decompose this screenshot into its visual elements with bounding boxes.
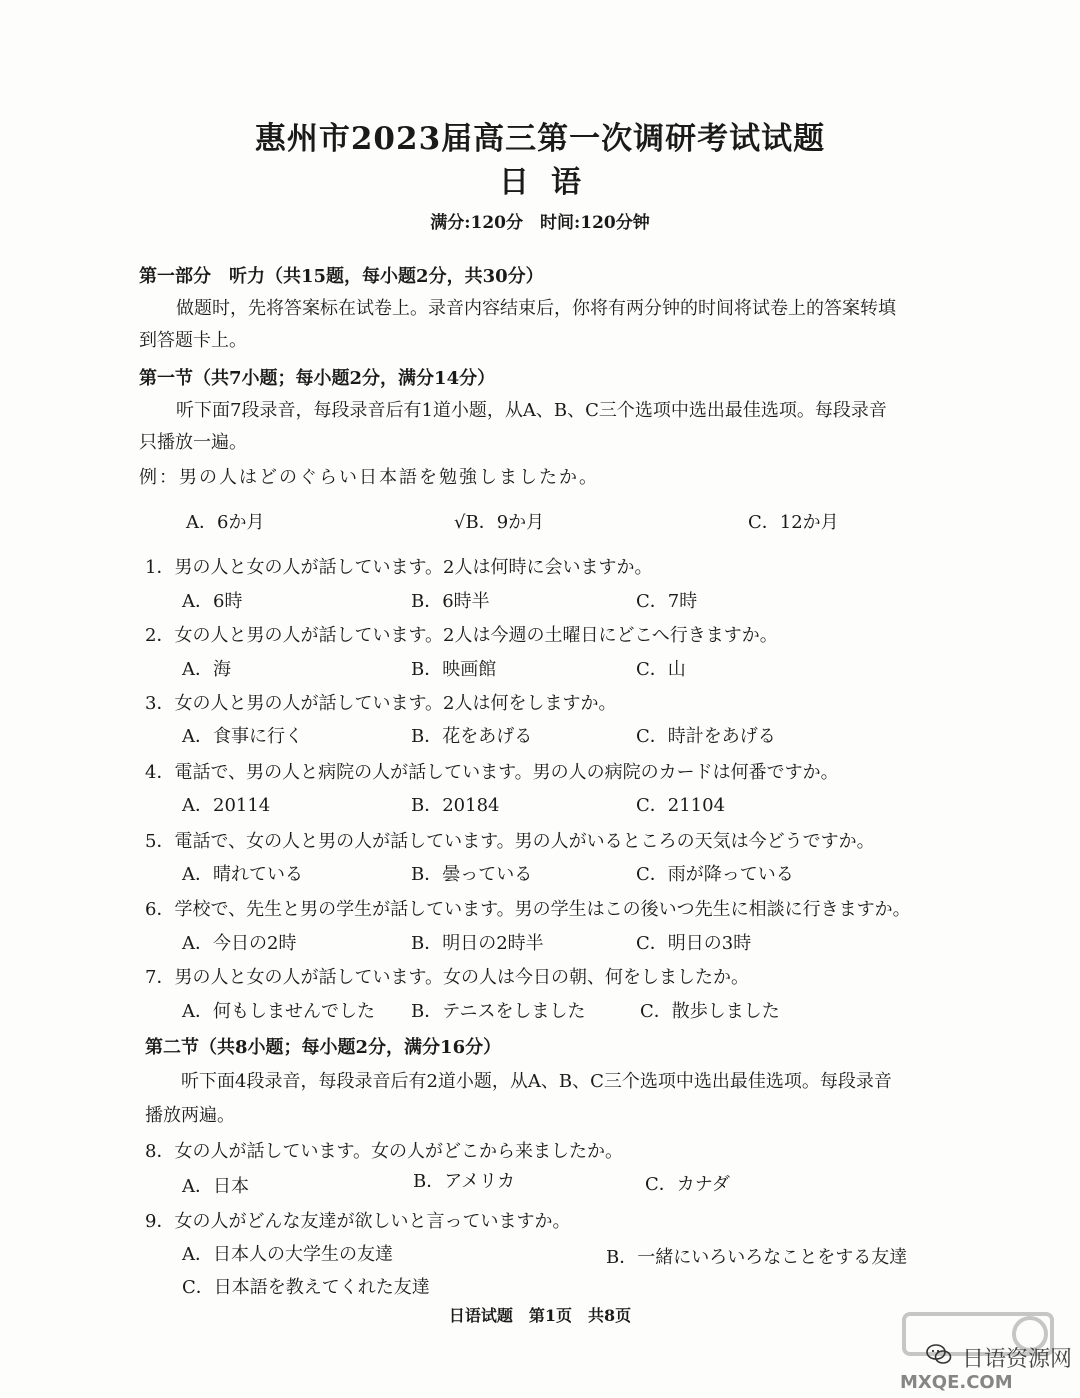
question-1: 1．男の人と女の人が話しています。2人は何時に会いますか。	[145, 557, 653, 578]
question-7-option-c: C．散歩しました	[640, 1001, 780, 1022]
section1-instruction-cont: 只播放一遍。	[139, 432, 247, 453]
question-5-option-a: A．晴れている	[182, 864, 303, 885]
question-3-option-c: C．時計をあげる	[636, 726, 776, 747]
example-option-b: √B．9か月	[454, 512, 545, 533]
section2-instruction: 听下面4段录音，每段录音后有2道小题，从A、B、C三个选项中选出最佳选项。每段录音	[181, 1071, 892, 1092]
question-3-option-a: A．食事に行く	[182, 726, 303, 747]
question-7-option-a: A．何もしませんでした	[182, 1001, 375, 1022]
part1-heading: 第一部分 听力（共15题，每小题2分，共30分）	[139, 266, 544, 287]
question-5: 5．電話で、女の人と男の人が話しています。男の人がいるところの天気は今どうですか。	[145, 831, 875, 852]
watermark-site: MXQE.COM	[900, 1372, 1013, 1393]
question-4: 4．電話で、男の人と病院の人が話しています。男の人の病院のカードは何番ですか。	[145, 762, 839, 783]
watermark-account: 日语资源网	[962, 1347, 1073, 1372]
question-2-option-a: A．海	[182, 659, 231, 680]
page-footer: 日语试题 第1页 共8页	[448, 1306, 632, 1325]
question-9-option-a: A．日本人の大学生の友達	[182, 1244, 393, 1265]
question-6: 6．学校で、先生と男の学生が話しています。男の学生はこの後いつ先生に相談に行きますか。	[145, 899, 911, 920]
question-4-option-c: C．21104	[636, 795, 726, 816]
question-6-option-b: B．明日の2時半	[411, 933, 544, 954]
exam-subject: 日语	[499, 165, 603, 200]
section1-heading: 第一节（共7小题；每小题2分，满分14分）	[139, 368, 496, 389]
question-7-option-b: B．テニスをしました	[411, 1001, 586, 1022]
question-3: 3．女の人と男の人が話しています。2人は何をしますか。	[145, 693, 617, 714]
part1-instruction: 做题时，先将答案标在试卷上。录音内容结束后，你将有两分钟的时间将试卷上的答案转填	[176, 298, 896, 319]
section2-heading: 第二节（共8小题；每小题2分，满分16分）	[145, 1037, 502, 1058]
question-6-option-a: A．今日の2時	[182, 933, 297, 954]
question-6-option-c: C．明日の3時	[636, 933, 752, 954]
question-1-option-a: A．6時	[182, 591, 243, 612]
question-4-option-b: B．20184	[411, 795, 500, 816]
question-5-option-b: B．曇っている	[411, 864, 533, 885]
question-5-option-c: C．雨が降っている	[636, 864, 794, 885]
score-time: 满分:120分 时间:120分钟	[430, 213, 650, 233]
question-2-option-c: C．山	[636, 659, 686, 680]
question-8-option-c: C．カナダ	[645, 1174, 730, 1195]
section1-instruction: 听下面7段录音，每段录音后有1道小题，从A、B、C三个选项中选出最佳选项。每段录音	[176, 400, 887, 421]
example-option-a: A．6か月	[186, 512, 265, 533]
question-9-option-c: C．日本語を教えてくれた友達	[182, 1277, 430, 1298]
section2-instruction-cont: 播放两遍。	[145, 1105, 235, 1126]
question-1-option-c: C．7時	[636, 591, 698, 612]
example-question: 例：男の人はどのぐらい日本語を勉強しましたか。	[139, 467, 599, 488]
question-8-option-a: A．日本	[182, 1176, 249, 1197]
question-8: 8．女の人が話しています。女の人がどこから来ましたか。	[145, 1141, 624, 1162]
question-9: 9．女の人がどんな友達が欲しいと言っていますか。	[145, 1211, 571, 1232]
question-7: 7．男の人と女の人が話しています。女の人は今日の朝、何をしましたか。	[145, 967, 750, 988]
part1-instruction-cont: 到答题卡上。	[139, 330, 247, 351]
question-8-option-b: B．アメリカ	[413, 1171, 515, 1192]
question-2: 2．女の人と男の人が話しています。2人は今週の土曜日にどこへ行きますか。	[145, 625, 778, 646]
example-option-c: C．12か月	[748, 512, 839, 533]
question-4-option-a: A．20114	[182, 795, 271, 816]
question-3-option-b: B．花をあげる	[411, 726, 533, 747]
wechat-icon	[926, 1343, 952, 1365]
exam-title: 惠州市2023届高三第一次调研考试试题	[254, 121, 826, 157]
question-2-option-b: B．映画館	[411, 659, 497, 680]
question-1-option-b: B．6時半	[411, 591, 490, 612]
question-9-option-b: B．一緒にいろいろなことをする友達	[606, 1247, 908, 1268]
